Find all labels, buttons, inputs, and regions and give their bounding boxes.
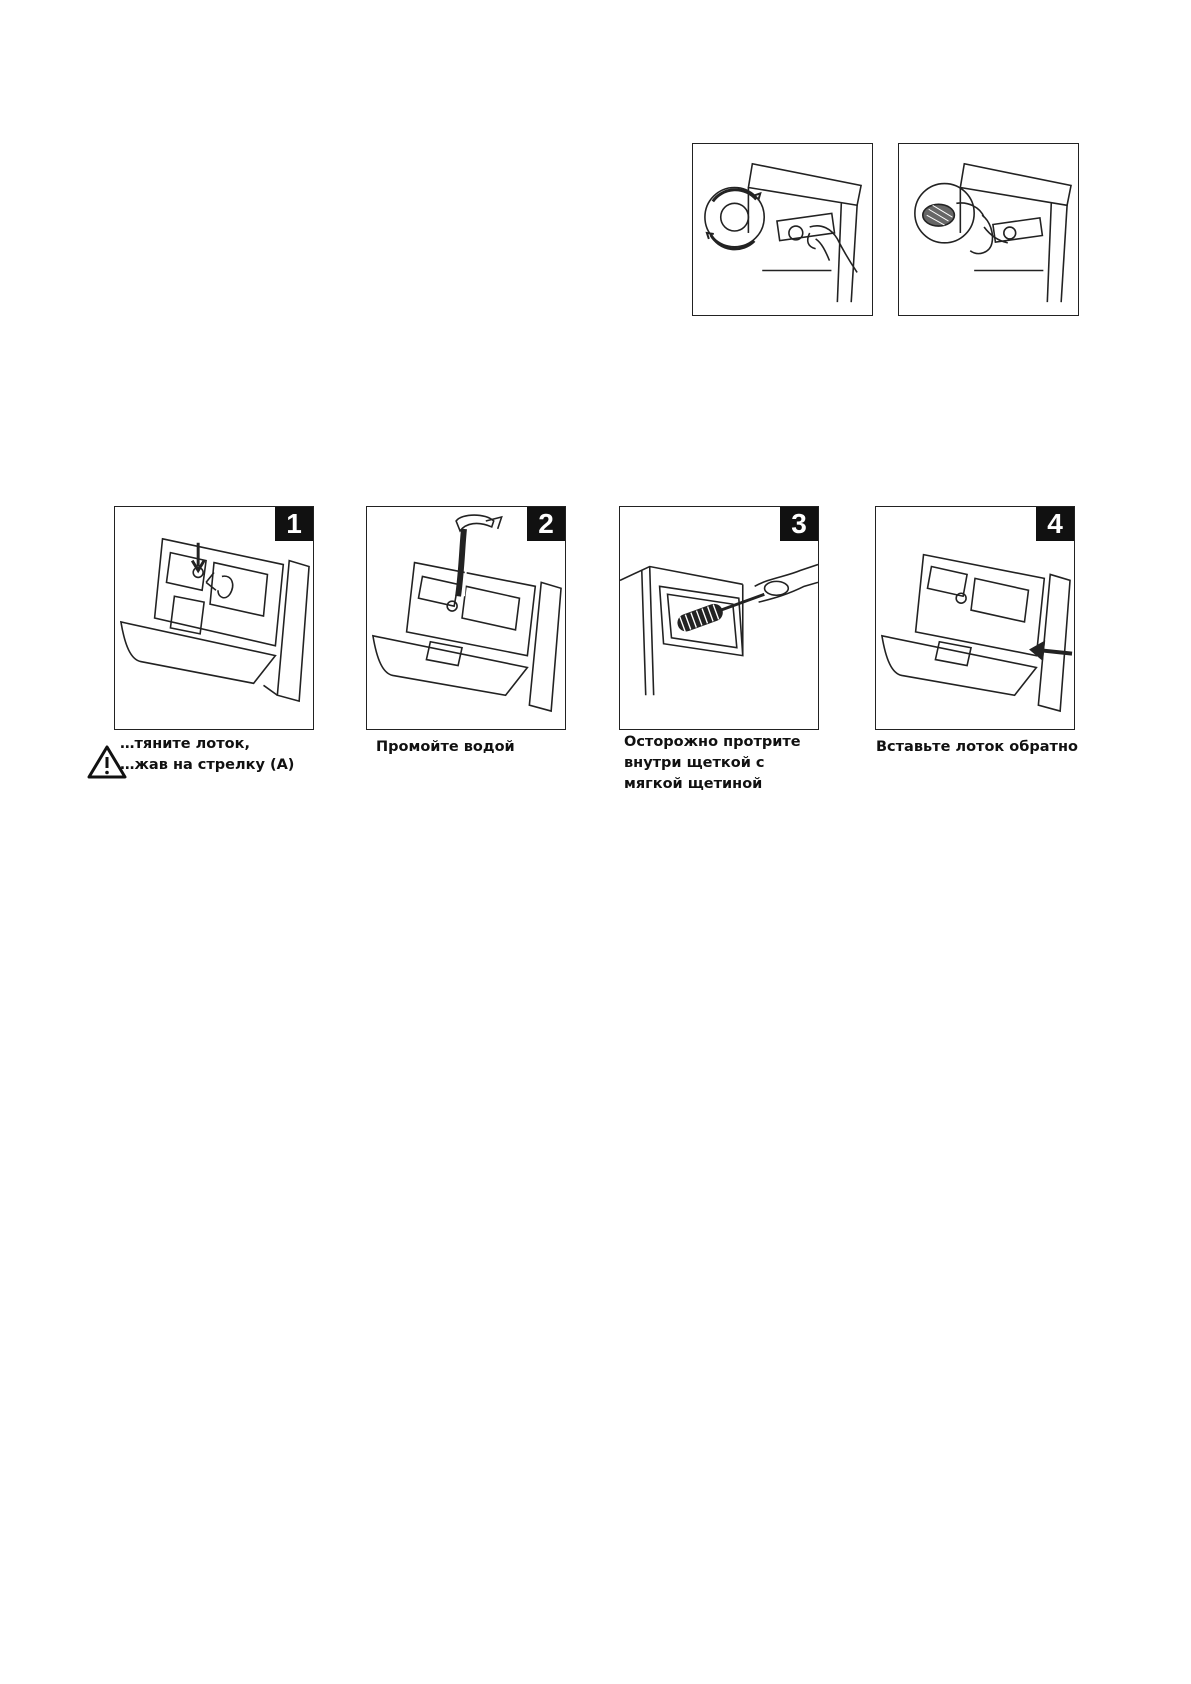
filter-clean-illustration	[899, 144, 1078, 315]
step-3-figure	[619, 506, 819, 730]
step-2-caption-line-1: Промойте водой	[376, 739, 515, 755]
step-4-caption-line-1: Вставьте лоток обратно	[876, 739, 1078, 755]
step-3-number: 3	[780, 507, 818, 541]
step-3-caption-line-1: Осторожно протрите	[624, 734, 801, 750]
step-1-caption-line-1: …тяните лоток,	[120, 736, 250, 752]
step-3-caption	[624, 732, 801, 795]
step-3-caption-line-2: внутри щеткой с	[624, 755, 765, 771]
step-2-caption	[376, 737, 515, 758]
step-1-number: 1	[275, 507, 313, 541]
step-4-figure	[875, 506, 1075, 730]
filter-unscrew-illustration	[693, 144, 872, 315]
step-1-caption-line-2: …жав на стрелку (A)	[120, 757, 295, 773]
filter-figure-2	[898, 143, 1079, 316]
step-4-number: 4	[1036, 507, 1074, 541]
step-4-caption	[876, 737, 1078, 758]
step-1-figure	[114, 506, 314, 730]
step-1-caption	[120, 734, 294, 776]
filter-figure-1	[692, 143, 873, 316]
step-3-caption-line-3: мягкой щетиной	[624, 776, 763, 792]
step-2-number: 2	[527, 507, 565, 541]
step-2-figure	[366, 506, 566, 730]
